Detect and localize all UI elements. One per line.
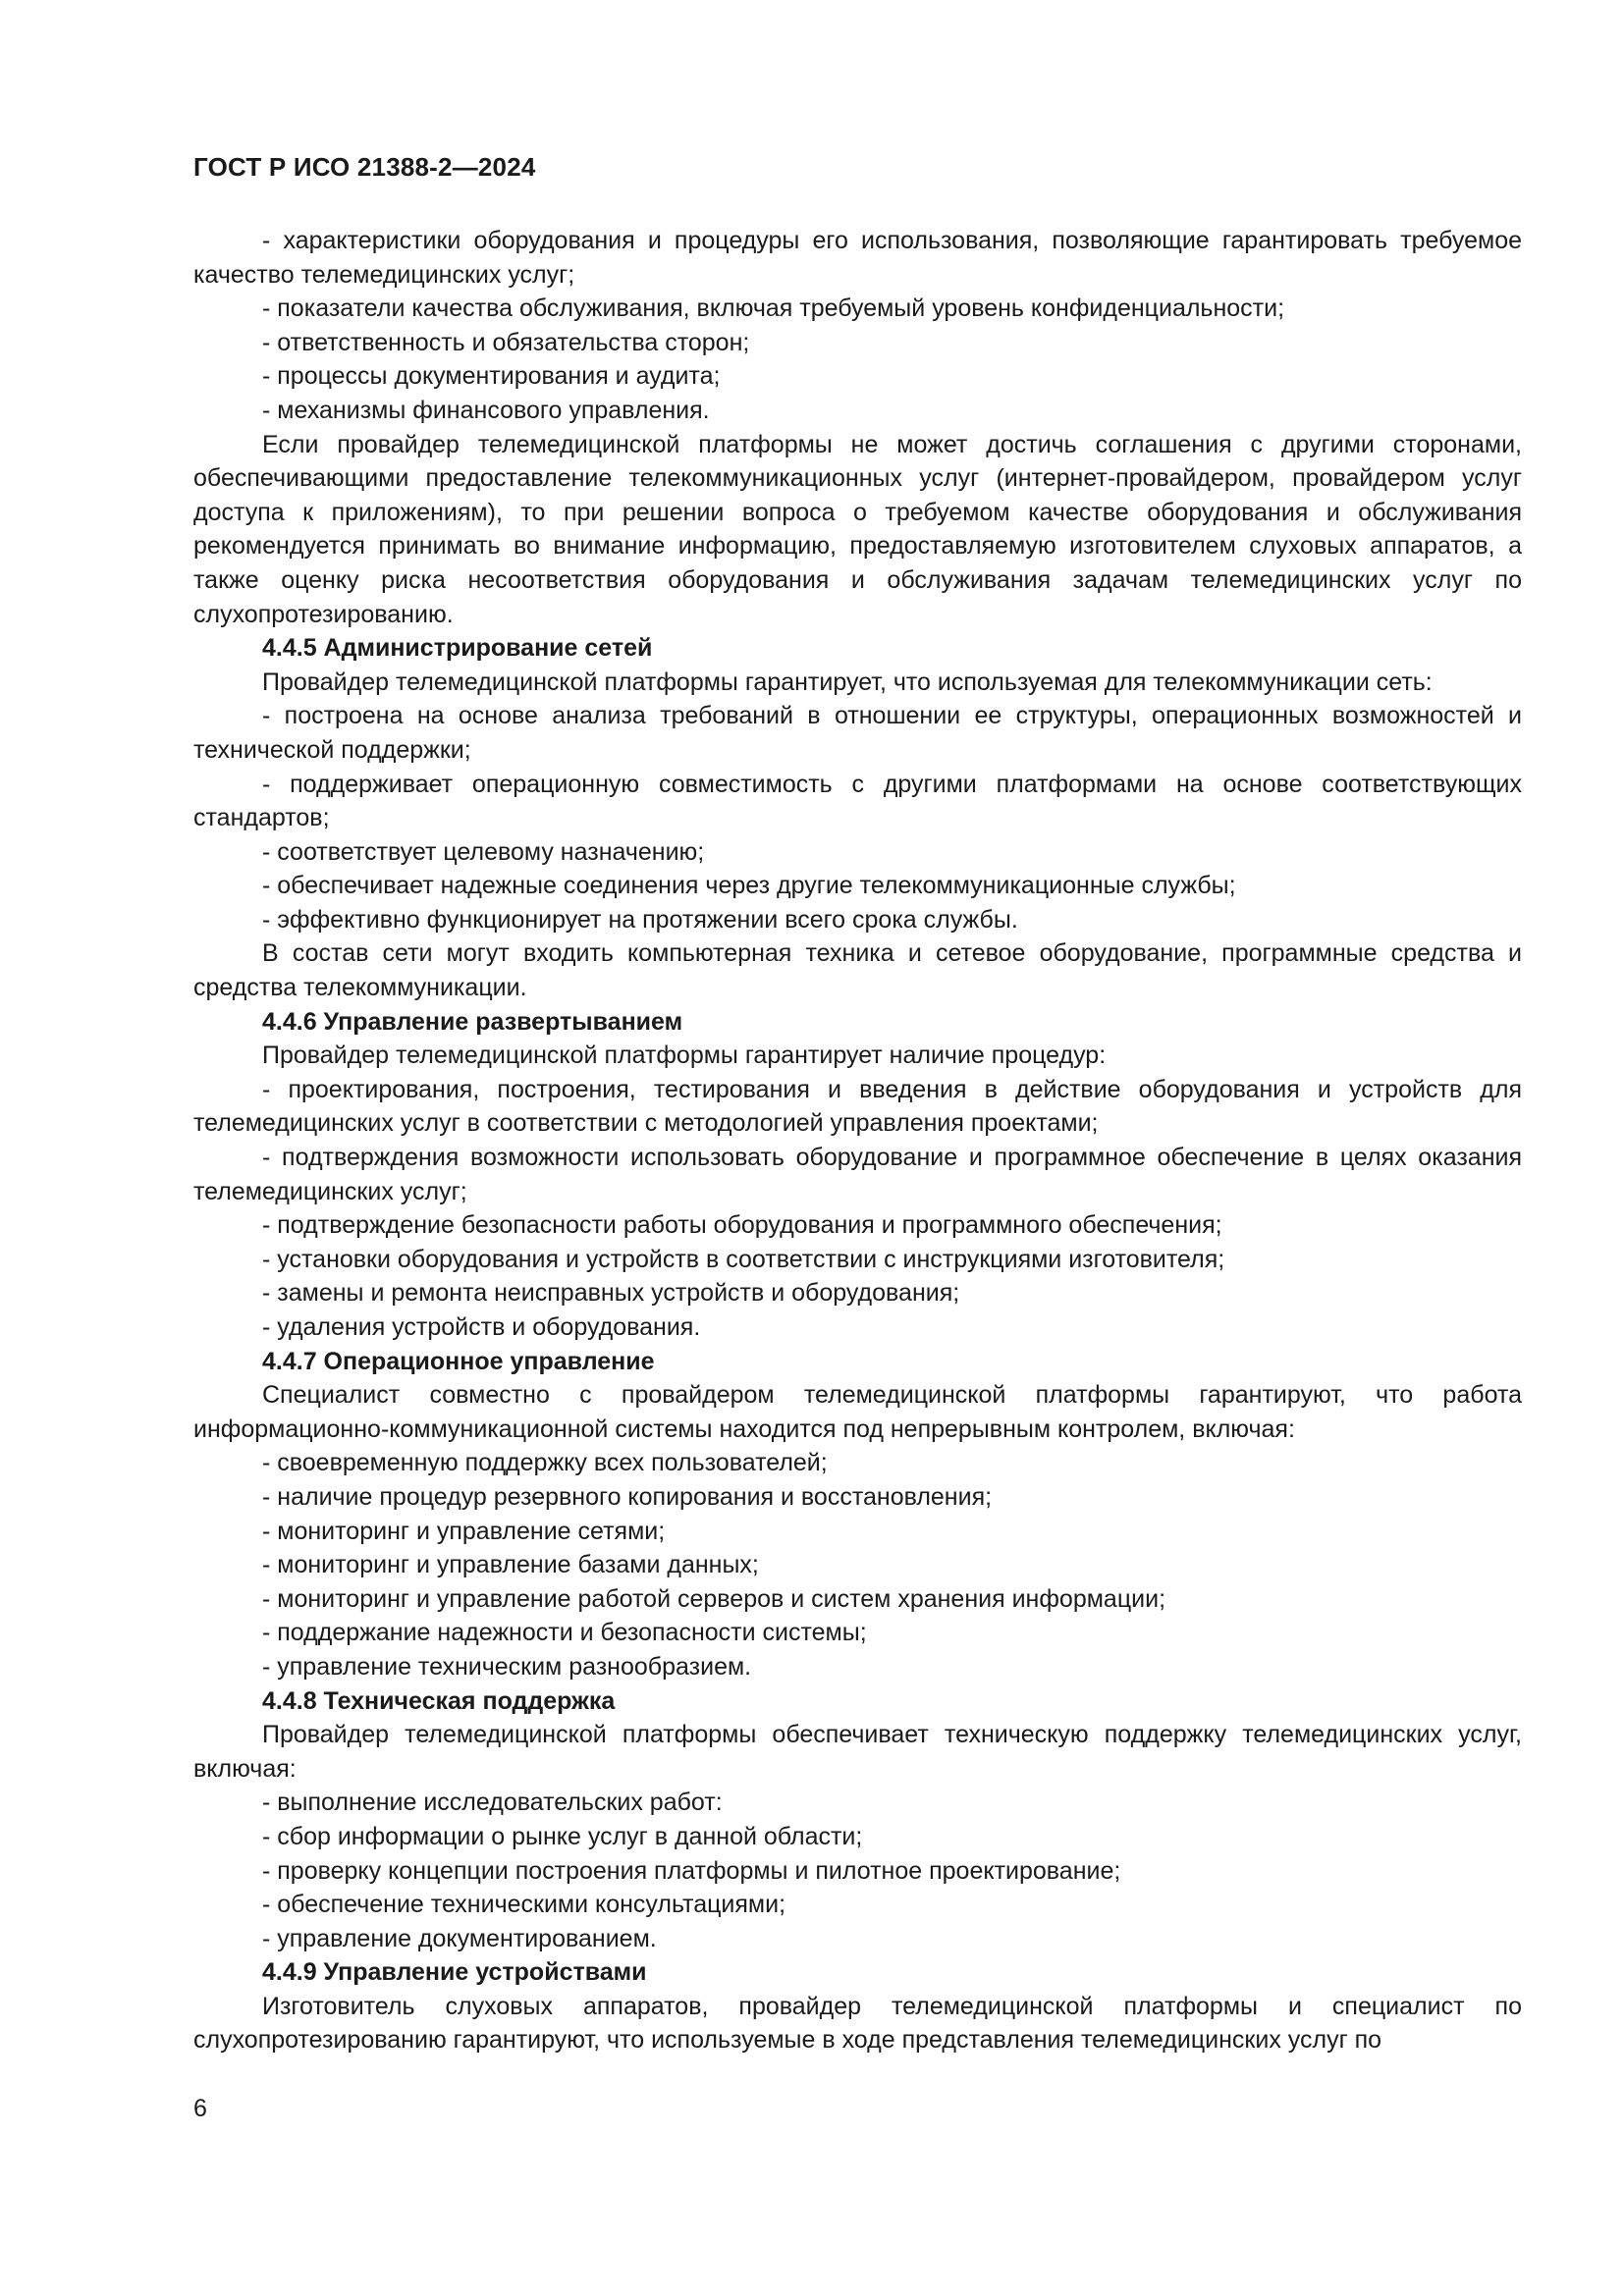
list-item: - мониторинг и управление работой серверов и систем хранения информации; <box>262 1584 1166 1613</box>
list-item: - удаления устройств и оборудования. <box>262 1313 701 1341</box>
list-item: - поддерживает операционную совместимость с другими платформами на основе соответствующих стандартов; <box>193 770 1522 832</box>
section-heading: 4.4.6 Управление развертыванием <box>262 1007 683 1036</box>
list-item: - проверку концепции построения платформы и пилотное проектирование; <box>262 1856 1121 1885</box>
paragraph: В состав сети могут входить компьютерная техника и сетевое оборудование, программные средства и средства телекоммуникации. <box>193 939 1522 1002</box>
list-item: - процессы документирования и аудита; <box>262 362 721 391</box>
list-item: - наличие процедур резервного копирования и восстановления; <box>262 1482 993 1511</box>
list-item: - установки оборудования и устройств в соответствии с инструкциями изготовителя; <box>262 1245 1225 1273</box>
list-item: - подтверждение безопасности работы оборудования и программного обеспечения; <box>262 1211 1222 1240</box>
page-number: 6 <box>193 2095 207 2122</box>
paragraph: Если провайдер телемедицинской платформы не может достичь соглашения с другими сторонами, обеспечивающими предоставление телекоммуникационных услуг (интернет-провайдером, провайдером услуг доступа к приложениям), то при решении вопроса о требуемом качестве оборудования и обслуживания рекомендуется принимать во внимание информацию, предоставляемую изготовителем слуховых аппаратов, а также оценку риска несоответствия оборудования и обслуживания задачам телемедицинских услуг по слухопротезированию. <box>193 430 1522 628</box>
paragraph: Провайдер телемедицинской платформы обеспечивает техническую поддержку телемедицинских услуг, включая: <box>193 1721 1522 1783</box>
list-item: - механизмы финансового управления. <box>262 396 710 424</box>
list-item: - управление техническим разнообразием. <box>262 1652 752 1681</box>
list-item: - мониторинг и управление базами данных; <box>262 1551 759 1579</box>
list-item: - сбор информации о рынке услуг в данной области; <box>262 1822 863 1850</box>
list-item: - замены и ремонта неисправных устройств и оборудования; <box>262 1279 960 1308</box>
section-heading: 4.4.7 Операционное управление <box>262 1347 655 1375</box>
section-heading: 4.4.8 Техническая поддержка <box>262 1686 616 1715</box>
list-item: - ответственность и обязательства сторон; <box>262 328 750 356</box>
list-item: - обеспечение техническими консультациями; <box>262 1891 786 1919</box>
list-item: - проектирования, построения, тестирования и введения в действие оборудования и устройств для телемедицинских услуг в соответствии с методологией управления проектами; <box>193 1075 1522 1138</box>
list-item: - построена на основе анализа требований в отношении ее структуры, операционных возможностей и технической поддержки; <box>193 702 1522 764</box>
paragraph: Провайдер телемедицинской платформы гарантирует, что используемая для телекоммуникации сеть: <box>262 667 1433 696</box>
document-header: ГОСТ Р ИСО 21388-2—2024 <box>193 152 536 182</box>
document-body <box>193 224 1522 2057</box>
list-item: - эффективно функционирует на протяжении всего срока службы. <box>262 905 1018 934</box>
list-item: - характеристики оборудования и процедуры его использования, позволяющие гарантировать требуемое качество телемедицинских услуг; <box>193 227 1522 289</box>
list-item: - своевременную поддержку всех пользователей; <box>262 1449 828 1477</box>
paragraph: Изготовитель слуховых аппаратов, провайдер телемедицинской платформы и специалист по слухопротезированию гарантируют, что используемые в ходе представления телемедицинских услуг по <box>193 1992 1522 2055</box>
list-item: - обеспечивает надежные соединения через другие телекоммуникационные службы; <box>262 872 1236 900</box>
list-item: - мониторинг и управление сетями; <box>262 1517 666 1545</box>
list-item: - выполнение исследовательских работ: <box>262 1789 723 1817</box>
list-item: - показатели качества обслуживания, включая требуемый уровень конфиденциальности; <box>262 294 1285 323</box>
section-heading: 4.4.9 Управление устройствами <box>262 1958 647 1987</box>
paragraph: Провайдер телемедицинской платформы гарантирует наличие процедур: <box>262 1041 1107 1070</box>
list-item: - подтверждения возможности использовать оборудование и программное обеспечение в целях оказания телемедицинских услуг; <box>193 1144 1522 1205</box>
list-item: - поддержание надежности и безопасности системы; <box>262 1619 867 1647</box>
list-item: - управление документированием. <box>262 1924 657 1952</box>
paragraph: Специалист совместно с провайдером телемедицинской платформы гарантируют, что работа информационно-коммуникационной системы находится под непрерывным контролем, включая: <box>193 1381 1522 1443</box>
list-item: - соответствует целевому назначению; <box>262 837 705 866</box>
section-heading: 4.4.5 Администрирование сетей <box>262 634 653 663</box>
